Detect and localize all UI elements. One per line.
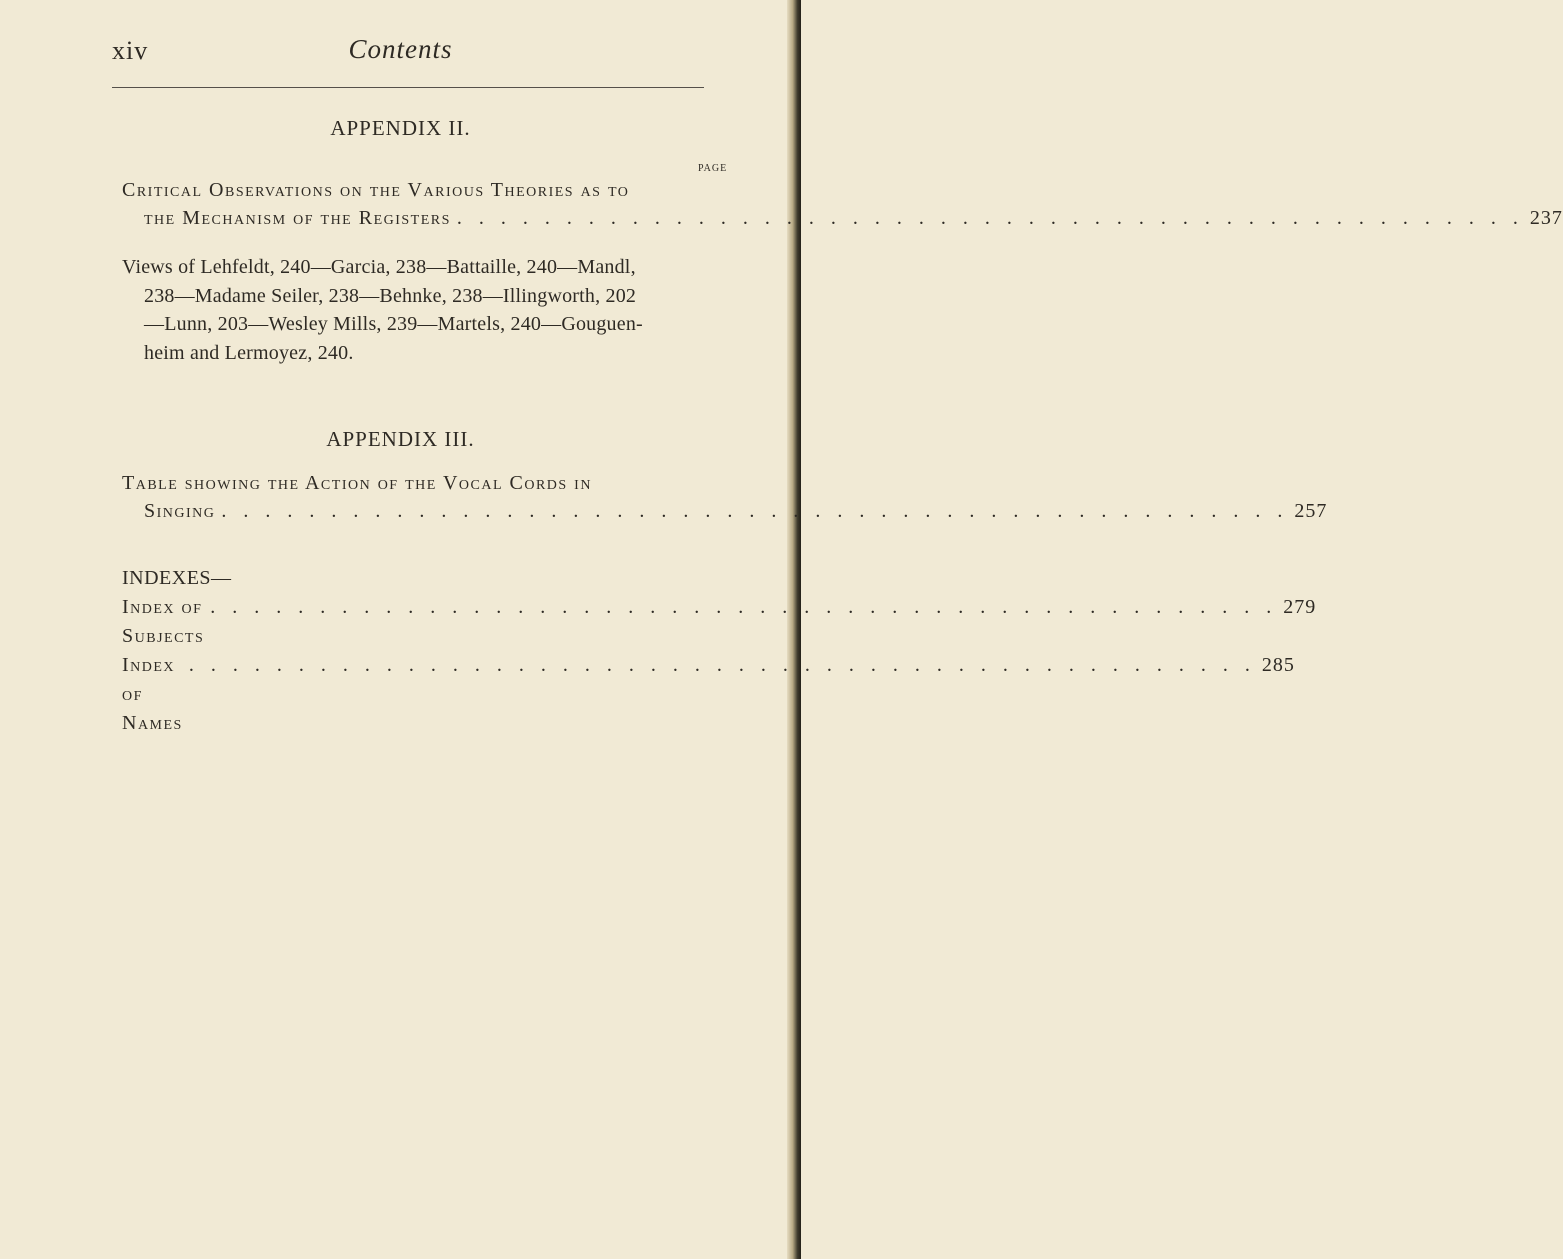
index-subjects-label: Index of Subjects [122, 596, 205, 647]
appendix-2-heading: APPENDIX II. [330, 116, 471, 140]
indexes-section [122, 564, 1317, 738]
views-line: —Lunn, 203—Wesley Mills, 239—Martels, 240—Gouguen- [144, 313, 643, 335]
index-row-names [122, 651, 1295, 738]
index-subjects-page: 279 [1283, 596, 1317, 618]
dot-leader: . . . . . . . . . . . . . . . . . . . . . . . . . . . . . . . . . . . . . . . . . . . . . . . . . [221, 500, 1289, 522]
appendix-2-entry [122, 176, 1563, 232]
header-rule [112, 87, 704, 88]
indexes-label: INDEXES— [122, 567, 232, 589]
views-line: 238—Madame Seiler, 238—Behnke, 238—Illingworth, 202 [144, 284, 637, 307]
running-head [0, 36, 801, 76]
views-paragraph [122, 253, 712, 367]
views-line: Views of Lehfeldt, 240—Garcia, 238—Battaille, 240—Mandl, [122, 256, 636, 278]
dot-leader: . . . . . . . . . . . . . . . . . . . . . . . . . . . . . . . . . . . . . . . . . . . . . . . . . [456, 207, 1524, 229]
index-row-subjects [122, 593, 1317, 651]
entry-page-number: 237 [1529, 207, 1563, 229]
appendix-3-heading: APPENDIX III. [326, 427, 475, 451]
entry-title-line-2-row [122, 204, 1563, 232]
entry-page-number: 257 [1294, 500, 1328, 522]
index-names-label: Index of Names [122, 654, 183, 734]
dot-leader: . . . . . . . . . . . . . . . . . . . . . . . . . . . . . . . . . . . . . . . . . . . . . . . . . [210, 596, 1278, 618]
running-title: Contents [348, 34, 453, 64]
index-names-page: 285 [1261, 654, 1295, 676]
entry-title-line-2-row [122, 497, 1328, 525]
page-number: xiv [112, 36, 149, 65]
entry-title-line-2: the Mechanism of the Registers [144, 207, 451, 229]
views-line: heim and Lermoyez, 240. [144, 341, 354, 364]
entry-title-line-1: Critical Observations on the Various Theories as to [122, 179, 630, 201]
appendix-3-entry [122, 469, 1328, 525]
dot-leader: . . . . . . . . . . . . . . . . . . . . . . . . . . . . . . . . . . . . . . . . . . . . . . . . . [188, 654, 1256, 676]
entry-title-line-2: Singing [144, 500, 216, 522]
page-column-label: PAGE [698, 163, 728, 174]
entry-title-line-1: Table showing the Action of the Vocal Cords in [122, 472, 592, 494]
page-edge-shadow [787, 0, 801, 1259]
